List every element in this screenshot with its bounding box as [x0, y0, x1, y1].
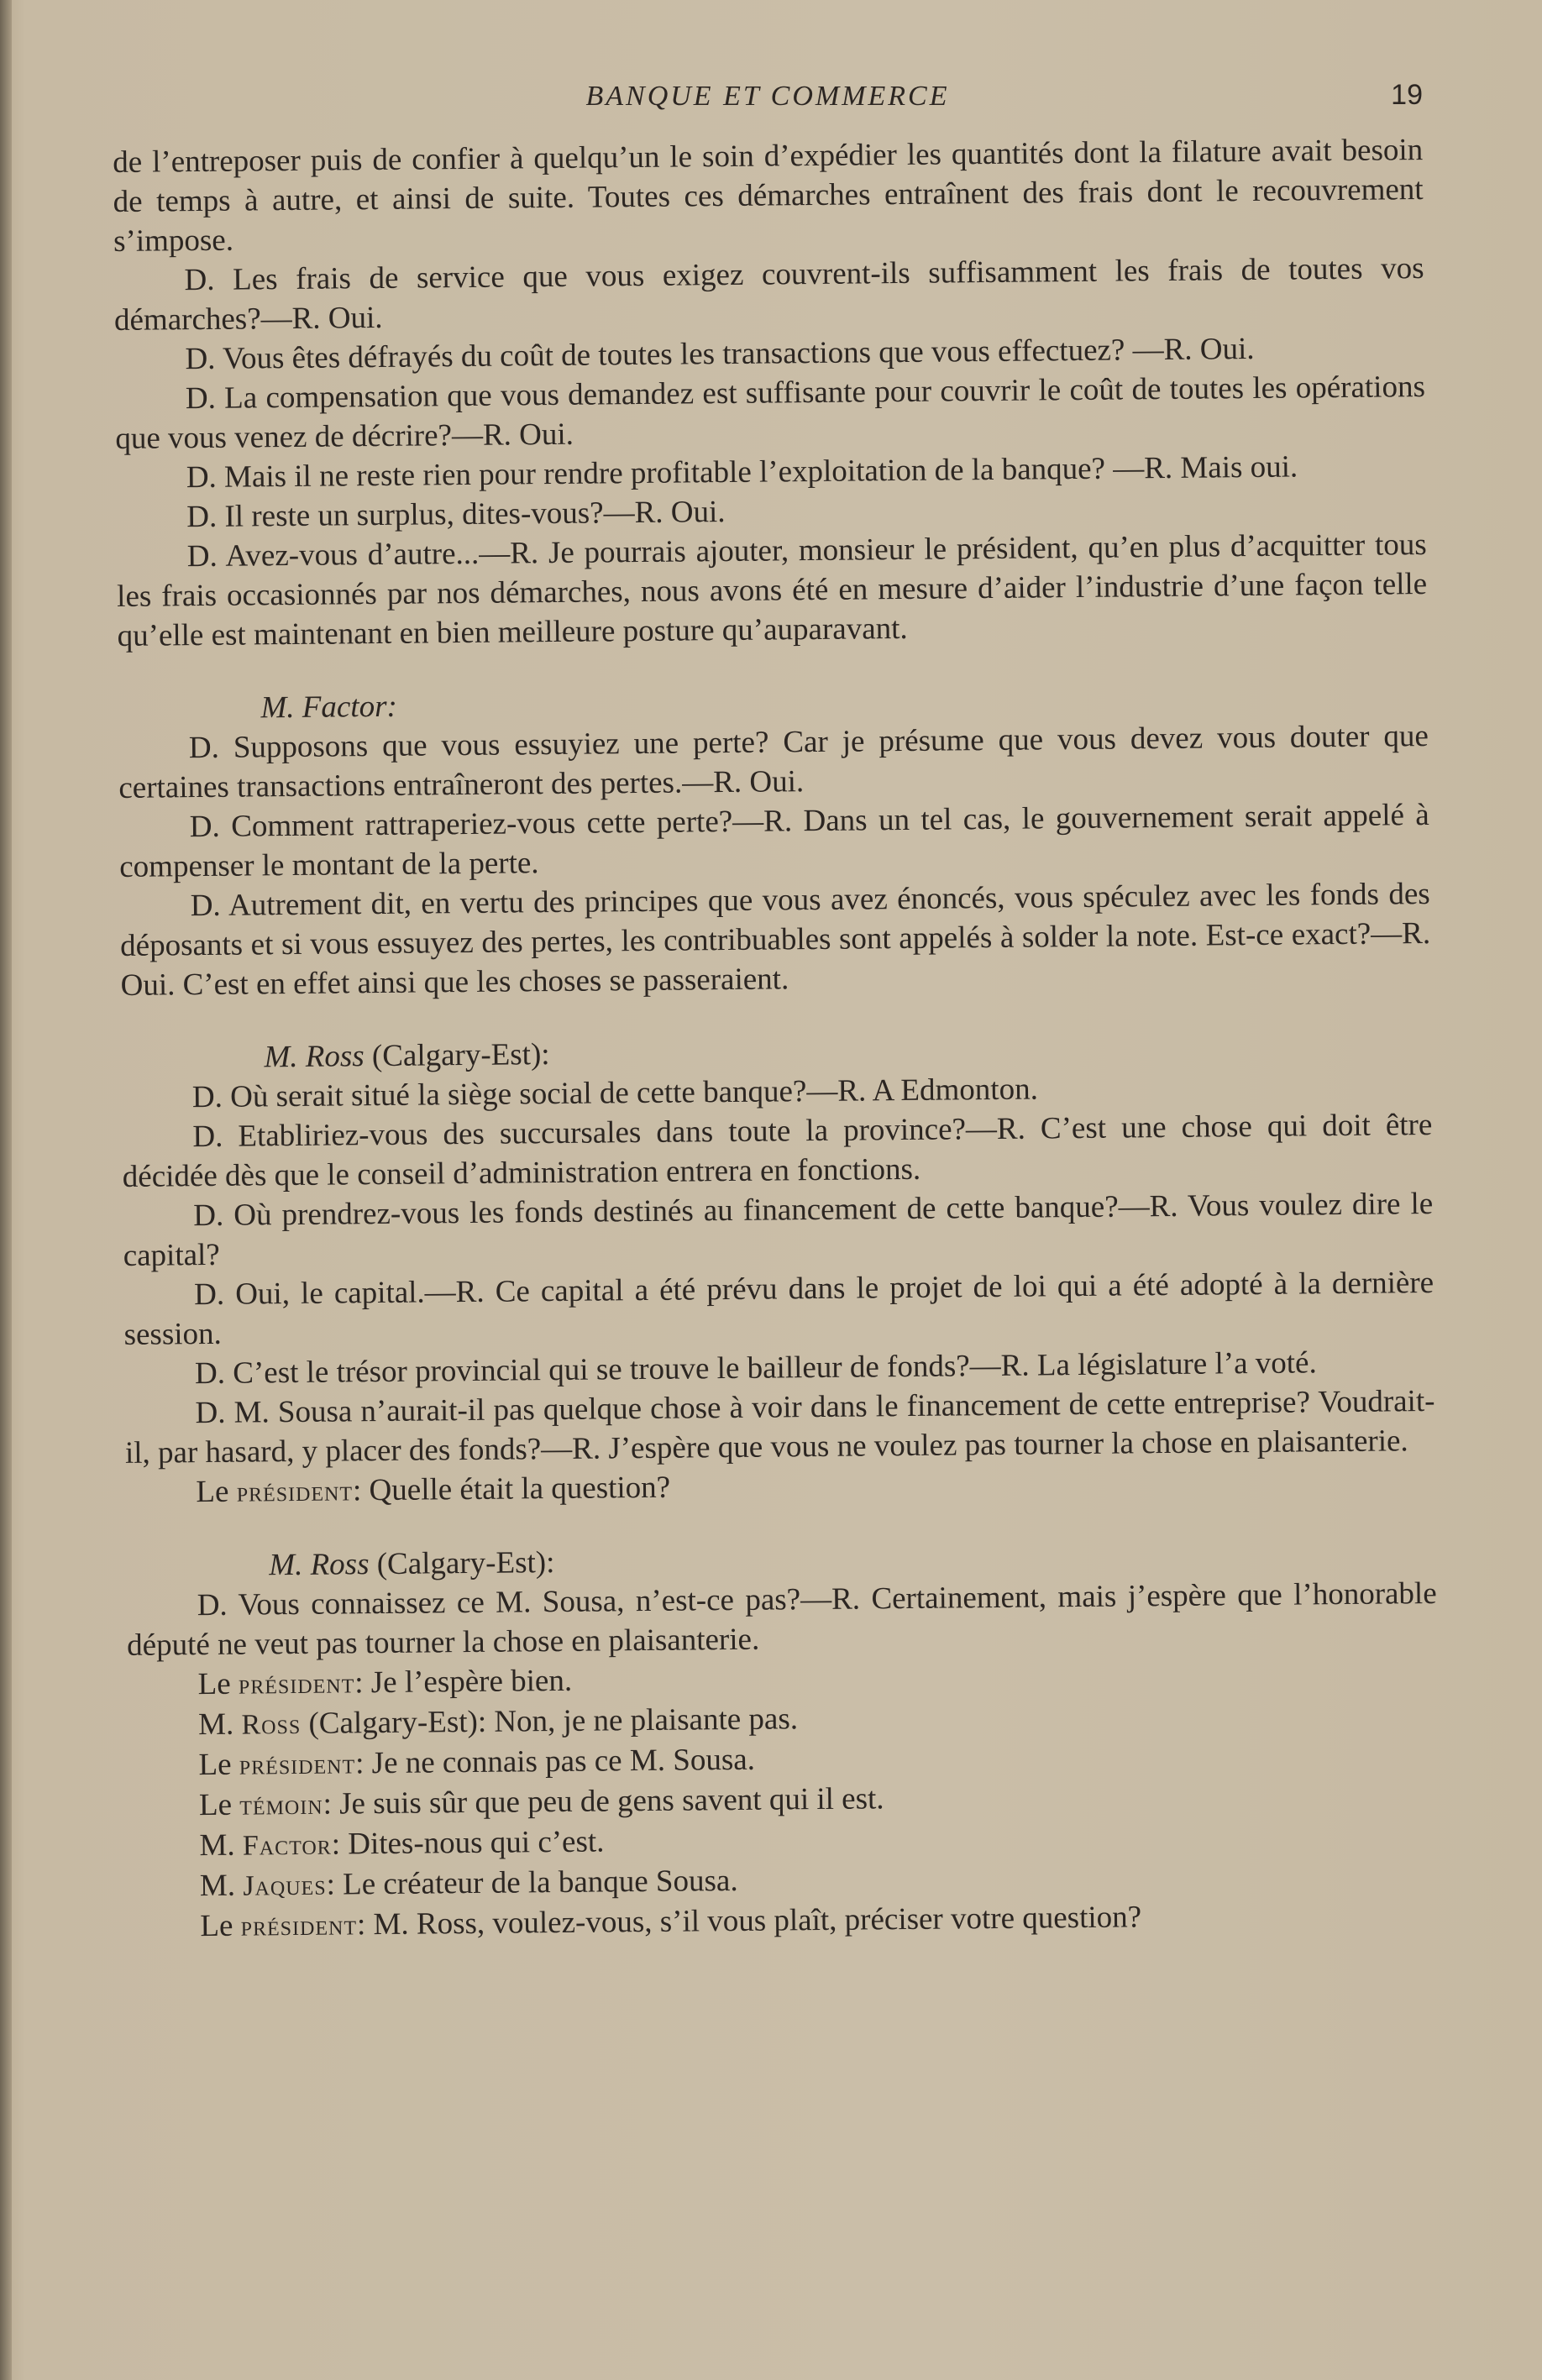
- paragraph: D. Comment rattraperiez-vous cette perte?—R. Dans un tel cas, le gouvernement serait appelé à compenser le montant de la perte.: [119, 797, 1429, 884]
- speaker-name: M. Ross: [264, 1039, 365, 1075]
- paragraph: D. Les frais de service que vous exigez couvrent-ils suffisamment les frais de toutes vos démarches?—R. Oui.: [113, 251, 1424, 338]
- page-header: [113, 81, 1423, 123]
- paragraph: D. Où serait situé la siège social de cette banque?—R. A Edmonton.: [191, 1072, 1039, 1115]
- page-body: [113, 130, 1440, 1948]
- dialogue-line: Le président: M. Ross, voulez-vous, s’il vous plaît, préciser votre question?: [200, 1900, 1142, 1944]
- paragraph: D. Etabliriez-vous des succursales dans toute la province?—R. C’est une chose qui doit être décidée dès que le conseil d’administration entrera en fonctions.: [122, 1107, 1433, 1194]
- paragraph: D. Vous êtes défrayés du coût de toutes les transactions que vous effectuez? —R. Oui.: [185, 331, 1255, 377]
- paragraph: D. Supposons que vous essuyiez une perte? Car je présume que vous devez vous douter que certaines transactions entraîneront des pertes.—R. Oui.: [118, 718, 1429, 805]
- page-number: 19: [1391, 79, 1423, 111]
- dialogue-line: Le témoin: Je suis sûr que peu de gens savent qui il est.: [198, 1781, 884, 1823]
- paragraph: D. Il reste un surplus, dites-vous?—R. Oui.: [186, 495, 726, 535]
- dialogue-line: Le président: Je ne connais pas ce M. Sousa.: [198, 1742, 756, 1783]
- speaker-role: Ross: [241, 1708, 302, 1741]
- running-title: BANQUE ET COMMERCE: [585, 81, 950, 112]
- speaker-name: M. Ross: [269, 1547, 370, 1583]
- speaker-riding: (Calgary-Est):: [369, 1545, 555, 1582]
- paragraph: D. C’est le trésor provincial qui se trouve le bailleur de fonds?—R. La législature l’a voté.: [194, 1345, 1317, 1392]
- dialogue-line: M. Factor: Dites-nous qui c’est.: [199, 1824, 605, 1864]
- speaker-role: Jaques: [243, 1869, 327, 1902]
- paragraph: D. Avez-vous d’autre...—R. Je pourrais ajouter, monsieur le président, qu’en plus d’acquitter tous les frais occasionnés par nos démarches, nous avons été en mesure d’aider l’industrie d’une façon telle qu’elle est maintenant en bien meilleure posture qu’auparavant.: [116, 527, 1428, 653]
- dialogue-line: M. Ross (Calgary-Est): Non, je ne plaisante pas.: [197, 1701, 799, 1743]
- paragraph: D. Mais il ne reste rien pour rendre profitable l’exploitation de la banque? —R. Mais oui.: [186, 449, 1298, 495]
- paragraph: D. Autrement dit, en vertu des principes que vous avez énoncés, vous spéculez avec les fonds des déposants et si vous essuyez des pertes, les contribuables sont appelés à solder la note. Est-ce exact?—R. Oui. C’est en effet ainsi que les choses se passeraient.: [119, 876, 1431, 1003]
- paragraph: D. M. Sousa n’aurait-il pas quelque chose à voir dans le financement de cette entreprise? Voudrait-il, par hasard, y placer des fonds?—R. J’espère que vous ne voulez pas tourner la chose en plaisanterie.: [124, 1383, 1435, 1470]
- paragraph: D. La compensation que vous demandez est suffisante pour couvrir le coût de toutes les opérations que vous venez de décrire?—R. Oui.: [115, 370, 1426, 456]
- speaker-role: président: [239, 1748, 356, 1781]
- speaker-role: président: [236, 1476, 354, 1508]
- paragraph: D. Vous connaissez ce M. Sousa, n’est-ce pas?—R. Certainement, mais j’espère que l’honorable député ne veut pas tourner la chose en plaisanterie.: [126, 1575, 1437, 1663]
- dialogue-line: Le président: Je l’espère bien.: [197, 1663, 573, 1702]
- paragraph: de l’entreposer puis de confier à quelqu’un le soin d’expédier les quantités dont la filature avait besoin de temps à autre, et ainsi de suite. Toutes ces démarches entraînent des frais dont le recouvrement s’impose.: [113, 133, 1424, 259]
- speaker-name: M. Factor:: [260, 689, 398, 726]
- speaker-role: Factor: [242, 1829, 332, 1862]
- book-spine-shadow: [0, 0, 12, 2380]
- speaker-role: témoin: [239, 1789, 323, 1822]
- dialogue-line: Le président: Quelle était la question?: [196, 1470, 671, 1510]
- dialogue-line: M. Jaques: Le créateur de la banque Sousa.: [199, 1863, 738, 1904]
- speaker-role: président: [238, 1668, 355, 1701]
- speaker-role: président: [240, 1910, 358, 1942]
- paragraph: D. Où prendrez-vous les fonds destinés au financement de cette banque?—R. Vous voulez dire le capital?: [123, 1186, 1434, 1273]
- speaker-riding: (Calgary-Est):: [364, 1037, 550, 1074]
- paragraph: D. Oui, le capital.—R. Ce capital a été prévu dans le projet de loi qui a été adopté à la dernière session.: [123, 1265, 1434, 1352]
